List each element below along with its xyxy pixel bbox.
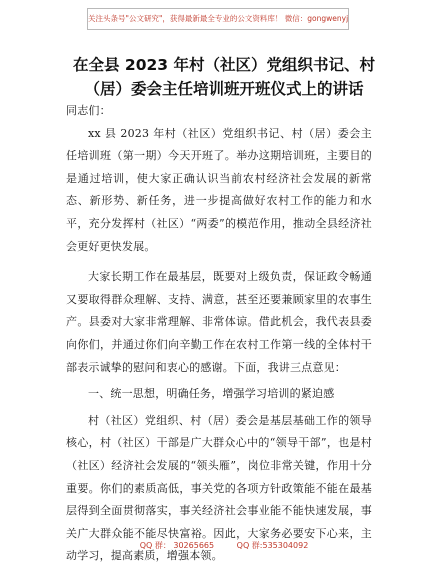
paragraph-3: 村（社区）党组织、村（居）委会是基层基础工作的领导核心，村（社区）干部是广大群众心中的“领导干部”，也是村（社区）经济社会发展的“领头雁”，岗位非常关键，作用十分重要。你们的素质高低，事关党的各项方针政策能不能在最基层得到全面贯彻落实，事关经济社会事业能不能快速发展，事关广大群众能不能尽快富裕。因此，大家务必要安下心来，主动学习，提高素质，增强本领。 (66, 413, 372, 563)
page-footer (0, 540, 448, 551)
title-line-2: （居）委会主任培训班开班仪式上的讲话 (84, 80, 364, 98)
paragraph-1: xx 县 2023 年村（社区）党组织书记、村（居）委会主任培训班（第一期）今天开班了。举办这期培训班，主要目的是通过培训，使大家正确认识当前农村经济社会发展的新常态、新形势、新任务，进一步提高做好农村工作的能力和水平，充分发挥村（社区）“两委”的模范作用，推动全县经济社会更好更快发展。 (66, 126, 372, 253)
document-body (66, 100, 372, 568)
section-heading-1: 一、统一思想，明确任务，增强学习培训的紧迫感 (88, 387, 335, 401)
footer-qq-group-1: QQ 群： 30265665 (139, 541, 215, 550)
salutation: 同志们： (66, 104, 111, 117)
document-title (40, 53, 408, 101)
footer-qq-group-2: QQ 群:535304092 (236, 541, 309, 550)
header-banner (87, 8, 349, 30)
paragraph-2: 大家长期工作在最基层，既要对上级负责，保证政令畅通又要取得群众理解、支持、满意，甚至还要兼顾家里的农事生产。县委对大家非常理解、非常体谅。借此机会，我代表县委向你们，并通过你们向辛勤工作在农村工作第一线的全体村干部表示诚挚的慰问和衷心的感谢。下面，我讲三点意见： (66, 270, 372, 374)
title-line-1: 在全县 2023 年村（社区）党组织书记、村 (73, 56, 375, 74)
banner-text: 关注头条号"公文研究"，获得最新最全专业的公文资料库！ 微信：gongwenyj (88, 14, 349, 23)
